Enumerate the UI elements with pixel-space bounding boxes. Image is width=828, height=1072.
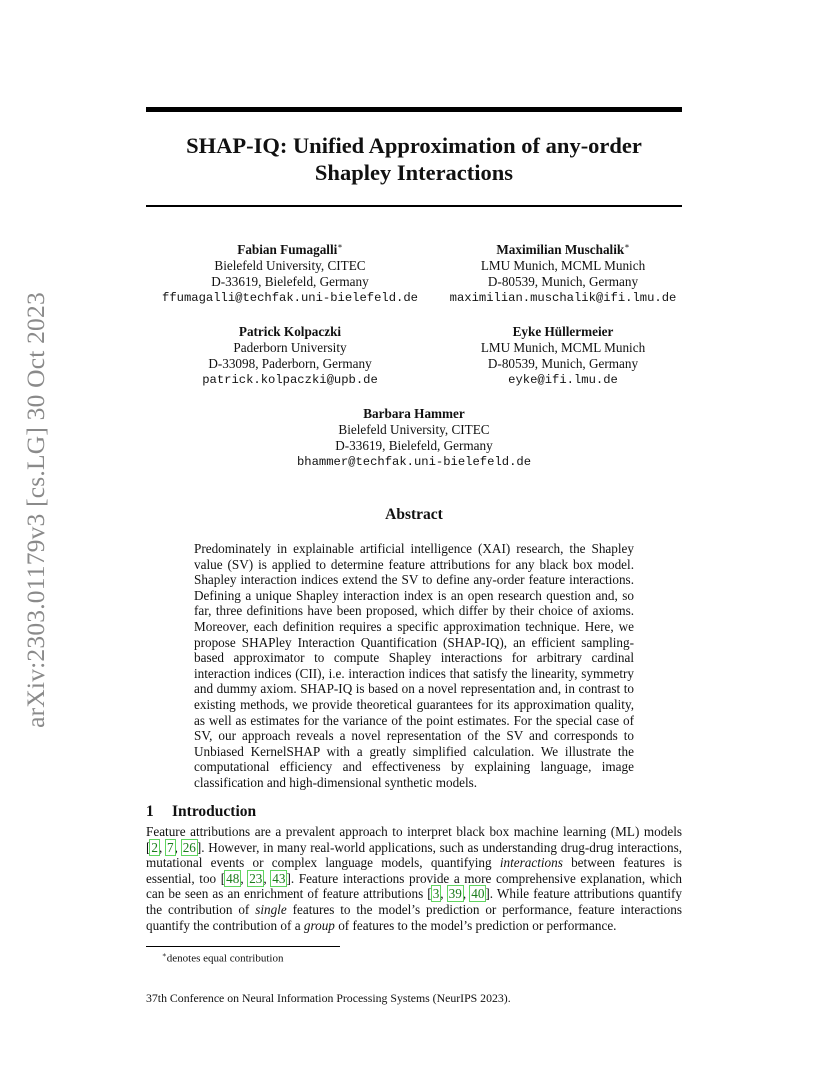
author-affiliation: Paderborn University — [233, 340, 347, 355]
intro-text: features to the model’s prediction or performance, feature interactions quantify the contribution of a — [146, 901, 682, 933]
section-heading-introduction — [146, 803, 256, 821]
citation-separator: , — [462, 886, 471, 902]
abstract-text: Predominately in explainable artificial intelligence (XAI) research, the Shapley value (SV) is applied to determine feature attributions for any black box model. Shapley interaction indices extend the SV to define any-order feature interactions. Defining a unique Shapley interaction index is an open research question and, so far, three definitions have been proposed, which differ by their choice of axioms. Moreover, each definition requires a specific approximation technique. Here, we propose SHAPley Interaction Quantification (SHAP-IQ), an efficient sampling-based approximator to compute Shapley interactions for arbitrary cardinal interaction indices (CII), i.e. interaction indices that satisfy the linearity, symmetry and dummy axiom. SHAP-IQ is based on a novel representation and, in contrast to existing methods, we provide theoretical guarantees for its approximation quality, as well as estimates for the variance of the point estimates. For the special case of SV, our approach reveals a novel representation of the SV and corresponds to Unbiased KernelSHAP with a greatly simplified calculation. We illustrate the computational efficiency and effectiveness by explaining language, image classification and high-dimensional synthetic models. — [194, 541, 634, 790]
author-affiliation: LMU Munich, MCML Munich — [480, 258, 646, 273]
title-bottom-rule — [146, 205, 682, 207]
citation-link[interactable]: 7 — [167, 839, 174, 855]
title-top-rule — [146, 107, 682, 112]
footnote — [162, 951, 283, 965]
author-name: Eyke Hüllermeier — [512, 324, 614, 339]
author-email[interactable]: ffumagalli@techfak.uni-bielefeld.de — [162, 291, 418, 305]
intro-text: between features is essential, too [ — [146, 855, 682, 886]
equal-contribution-mark: ∗ — [337, 241, 343, 251]
citation-link[interactable]: 26 — [182, 839, 196, 855]
author-block-4 — [418, 324, 708, 388]
citation-link[interactable]: 48 — [226, 870, 240, 886]
author-affiliation: Bielefeld University, CITEC — [214, 258, 366, 273]
author-name: Maximilian Muschalik — [496, 242, 625, 257]
equal-contribution-mark: ∗ — [624, 241, 630, 251]
arxiv-identifier-stamp — [16, 290, 56, 730]
introduction-paragraph — [146, 824, 682, 933]
footnote-mark: ∗ — [162, 951, 167, 959]
citation-link[interactable]: 43 — [272, 870, 286, 886]
author-address: D-80539, Munich, Germany — [487, 356, 639, 371]
arxiv-id-text: arXiv:2303.01179v3 [cs.LG] 30 Oct 2023 — [21, 292, 50, 728]
intro-text: ]. Feature interactions provide a more comprehensive explanation, which can be seen as an enrichment of feature attributions [ — [146, 870, 683, 902]
citation-separator: , — [263, 870, 272, 886]
abstract-heading: Abstract — [385, 506, 443, 523]
title-line-2: Shapley Interactions — [314, 160, 514, 185]
emphasis-text: single — [255, 901, 287, 917]
author-block-3 — [150, 324, 430, 388]
emphasis-text: interactions — [499, 855, 563, 871]
paper-title — [146, 132, 682, 186]
citation-separator: , — [240, 870, 249, 886]
author-name: Fabian Fumagalli — [237, 242, 338, 257]
emphasis-text: group — [303, 917, 335, 933]
author-email[interactable]: bhammer@techfak.uni-bielefeld.de — [296, 455, 532, 469]
author-address: D-33619, Bielefeld, Germany — [335, 438, 493, 453]
citation-link[interactable]: 2 — [151, 839, 158, 855]
intro-text: of features to the model’s prediction or performance. — [334, 917, 617, 933]
venue-note: 37th Conference on Neural Information Processing Systems (NeurIPS 2023). — [146, 991, 511, 1005]
author-block-2 — [418, 242, 708, 306]
intro-text: ]. However, in many real-world applications, such as understanding drug-drug interactions, mutational events or complex language models, quantifying — [146, 839, 683, 871]
author-address: D-33619, Bielefeld, Germany — [211, 274, 369, 289]
footnote-text: denotes equal contribution — [166, 952, 284, 965]
author-email[interactable]: patrick.kolpaczki@upb.de — [202, 373, 378, 387]
author-affiliation: LMU Munich, MCML Munich — [480, 340, 646, 355]
intro-text: Feature attributions are a prevalent approach to interpret black box machine learning (ML) models [ — [146, 824, 682, 855]
citation-separator: , — [159, 839, 167, 855]
citation-separator: , — [440, 886, 448, 902]
section-title: Introduction — [172, 803, 257, 820]
author-block-1 — [150, 242, 430, 306]
intro-text: ]. While feature attributions quantify the contribution of — [146, 886, 683, 917]
citation-link[interactable]: 39 — [448, 886, 462, 902]
title-line-1: SHAP-IQ: Unified Approximation of any-order — [186, 133, 642, 158]
author-block-5 — [264, 406, 564, 470]
citation-separator: , — [174, 839, 182, 855]
author-address: D-33098, Paderborn, Germany — [208, 356, 372, 371]
author-email[interactable]: maximilian.muschalik@ifi.lmu.de — [449, 291, 677, 305]
author-email[interactable]: eyke@ifi.lmu.de — [508, 373, 618, 387]
footnote-rule — [146, 946, 340, 947]
section-number: 1 — [146, 803, 154, 820]
author-name: Barbara Hammer — [363, 406, 465, 421]
author-name: Patrick Kolpaczki — [238, 324, 342, 339]
citation-link[interactable]: 3 — [432, 886, 440, 902]
author-affiliation: Bielefeld University, CITEC — [338, 422, 490, 437]
citation-link[interactable]: 23 — [249, 870, 263, 886]
author-address: D-80539, Munich, Germany — [487, 274, 639, 289]
citation-link[interactable]: 40 — [471, 886, 485, 902]
